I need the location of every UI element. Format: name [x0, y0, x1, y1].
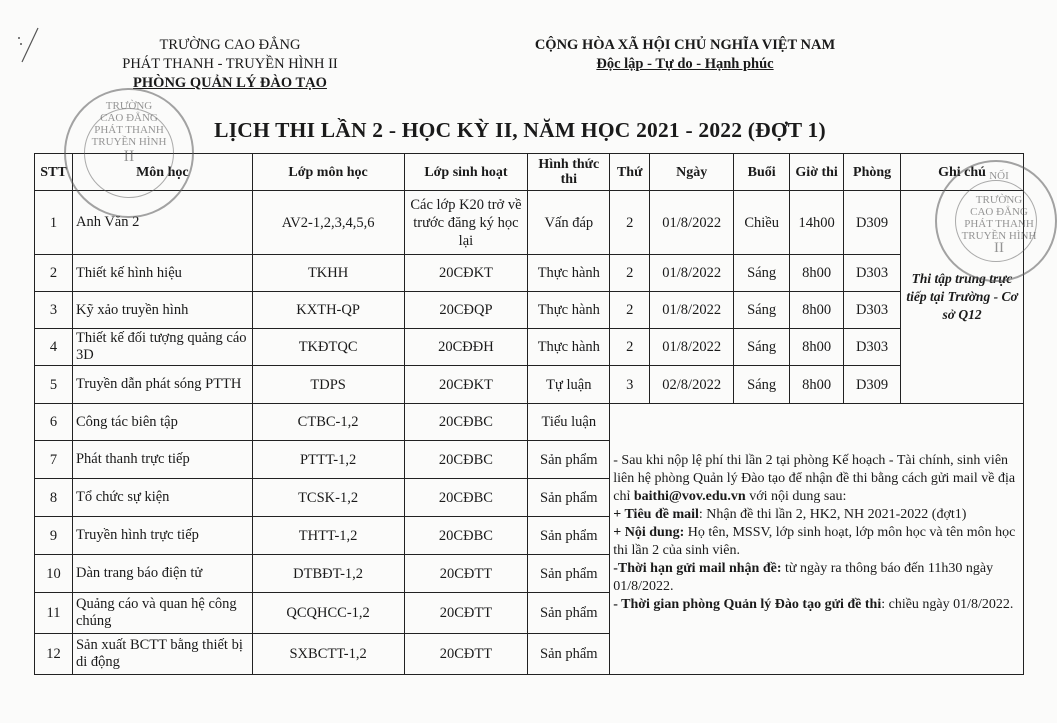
cell-subject: Truyền dẫn phát sóng PTTH: [72, 366, 252, 404]
cell-subject: Dàn trang báo điện tử: [72, 555, 252, 593]
cell-weekday: 3: [610, 366, 650, 404]
cell-class-code: TCSK-1,2: [252, 479, 404, 517]
cell-stt: 8: [35, 479, 73, 517]
seal-line: PHÁT THANH: [964, 218, 1034, 230]
col-header: STT: [35, 154, 73, 191]
seal-line: TRƯỜNG: [105, 100, 153, 112]
cell-stt: 3: [35, 292, 73, 329]
cell-stt: 4: [35, 329, 73, 366]
cell-weekday: 2: [610, 292, 650, 329]
subject-value: : Nhận đề thi lần 2, HK2, NH 2021-2022 (đợt1): [698, 507, 967, 522]
school-line1: TRƯỜNG CAO ĐẲNG: [159, 37, 301, 53]
seal-line: II: [123, 148, 135, 165]
cell-class-code: CTBC-1,2: [252, 404, 404, 441]
cell-class-code: TDPS: [252, 366, 404, 404]
cell-date: 01/8/2022: [650, 329, 734, 366]
table-row: [35, 404, 1024, 441]
cell-stt: 2: [35, 255, 73, 292]
col-header: Lớp sinh hoạt: [404, 154, 528, 191]
cell-format: Thực hành: [528, 255, 610, 292]
cell-subject: Thiết kế đối tượng quảng cáo 3D: [72, 329, 252, 366]
cell-session: Sáng: [734, 329, 790, 366]
col-header: Thứ: [610, 154, 650, 191]
cell-homeroom: 20CĐTT: [404, 593, 528, 634]
cell-class-code: THTT-1,2: [252, 517, 404, 555]
cell-stt: 9: [35, 517, 73, 555]
cell-session: Sáng: [734, 292, 790, 329]
col-header: Phòng: [844, 154, 901, 191]
cell-date: 01/8/2022: [650, 255, 734, 292]
table-row: [35, 255, 1024, 292]
cell-room: D309: [844, 191, 901, 255]
cell-format: Sản phẩm: [528, 441, 610, 479]
department: PHÒNG QUẢN LÝ ĐÀO TẠO: [133, 75, 327, 91]
seal-line: CAO ĐẲNG: [970, 206, 1028, 218]
cell-time: 8h00: [790, 329, 844, 366]
cell-weekday: 2: [610, 329, 650, 366]
col-header: Hình thức thi: [528, 154, 610, 191]
cell-homeroom: 20CĐBC: [404, 517, 528, 555]
cell-format: Thực hành: [528, 329, 610, 366]
cell-homeroom: 20CĐBC: [404, 479, 528, 517]
cell-stt: 5: [35, 366, 73, 404]
cell-format: Thực hành: [528, 292, 610, 329]
col-header: Môn học: [72, 154, 252, 191]
cell-subject: Kỹ xảo truyền hình: [72, 292, 252, 329]
col-header: Lớp môn học: [252, 154, 404, 191]
cell-room: D303: [844, 292, 901, 329]
content-value: Họ tên, MSSV, lớp sinh hoạt, lớp môn học và tên môn học thi lần 2 của sinh viên.: [613, 525, 1016, 558]
cell-date: 02/8/2022: [650, 366, 734, 404]
seal-line: TRUYỀN HÌNH: [961, 230, 1037, 242]
subject-label: + Tiêu đề mail: [613, 507, 699, 522]
cell-homeroom: 20CĐQP: [404, 292, 528, 329]
cell-time: 14h00: [790, 191, 844, 255]
col-header: Giờ thi: [790, 154, 844, 191]
cell-class-code: QCQHCC-1,2: [252, 593, 404, 634]
cell-homeroom: 20CĐBC: [404, 441, 528, 479]
cell-subject: Quảng cáo và quan hệ công chúng: [72, 593, 252, 634]
cell-format: Sản phẩm: [528, 479, 610, 517]
cell-format: Sản phẩm: [528, 517, 610, 555]
cell-homeroom: 20CĐKT: [404, 366, 528, 404]
cell-session: Sáng: [734, 366, 790, 404]
col-header: Buổi: [734, 154, 790, 191]
seal-line: NỐI: [989, 170, 1009, 182]
cell-room: D303: [844, 329, 901, 366]
cell-date: 01/8/2022: [650, 191, 734, 255]
table-row: [35, 191, 1024, 255]
cell-weekday: 2: [610, 255, 650, 292]
national-motto: Độc lập - Tự do - Hạnh phúc: [596, 56, 774, 72]
cell-format: Sản phẩm: [528, 593, 610, 634]
deadline-label: -Thời hạn gửi mail nhận đề:: [613, 561, 782, 576]
note-intro: - Sau khi nộp lệ phí thi lần 2 tại phòng Kế hoạch - Tài chính, sinh viên liên hệ phòng Quản lý Đào tạo để nhận đề thi bằng cách gửi mail về địa chỉ: [613, 453, 1016, 504]
national-header: [505, 36, 865, 74]
send-label: - Thời gian phòng Quản lý Đào tạo gửi đề thi: [613, 597, 882, 612]
col-header: Ngày: [650, 154, 734, 191]
content-label: + Nội dung:: [613, 525, 685, 540]
cell-class-code: TKĐTQC: [252, 329, 404, 366]
cell-subject: Công tác biên tập: [72, 404, 252, 441]
table-row: [35, 329, 1024, 366]
cell-format: Tự luận: [528, 366, 610, 404]
cell-format: Tiểu luận: [528, 404, 610, 441]
col-header: Ghi chú: [901, 154, 1024, 191]
cell-class-code: AV2-1,2,3,4,5,6: [252, 191, 404, 255]
contact-email: baithi@vov.edu.vn: [633, 489, 746, 504]
cell-subject: Truyền hình trực tiếp: [72, 517, 252, 555]
cell-time: 8h00: [790, 255, 844, 292]
cell-stt: 11: [35, 593, 73, 634]
cell-homeroom: 20CĐKT: [404, 255, 528, 292]
cell-time: 8h00: [790, 366, 844, 404]
deadline-value: từ ngày ra thông báo đến 11h30 ngày 01/8/2022.: [613, 561, 994, 594]
issuer-header: [80, 36, 380, 93]
cell-homeroom: 20CĐTT: [404, 555, 528, 593]
cell-format: Sản phẩm: [528, 555, 610, 593]
cell-weekday: 2: [610, 191, 650, 255]
cell-subject: Phát thanh trực tiếp: [72, 441, 252, 479]
cell-stt: 6: [35, 404, 73, 441]
cell-session: Sáng: [734, 255, 790, 292]
cell-room: D309: [844, 366, 901, 404]
cell-date: 01/8/2022: [650, 292, 734, 329]
cell-class-code: SXBCTT-1,2: [252, 634, 404, 675]
cell-time: 8h00: [790, 292, 844, 329]
send-value: : chiều ngày 01/8/2022.: [881, 597, 1014, 612]
school-line2: PHÁT THANH - TRUYỀN HÌNH II: [122, 56, 338, 72]
cell-class-code: TKHH: [252, 255, 404, 292]
cell-homeroom: 20CĐTT: [404, 634, 528, 675]
cell-class-code: KXTH-QP: [252, 292, 404, 329]
country-name: CỘNG HÒA XÃ HỘI CHỦ NGHĨA VIỆT NAM: [534, 37, 836, 53]
cell-format: Vấn đáp: [528, 191, 610, 255]
table-row: [35, 292, 1024, 329]
cell-stt: 7: [35, 441, 73, 479]
cell-stt: 10: [35, 555, 73, 593]
cell-class-code: PTTT-1,2: [252, 441, 404, 479]
table-row: [35, 366, 1024, 404]
cell-room: D303: [844, 255, 901, 292]
cell-session: Chiều: [734, 191, 790, 255]
seal-line: CAO ĐẲNG: [100, 112, 158, 124]
seal-line: II: [994, 240, 1004, 256]
cell-homeroom: 20CĐBC: [404, 404, 528, 441]
cell-stt: 1: [35, 191, 73, 255]
note-intro-end: với nội dung sau:: [745, 489, 847, 504]
cell-format: Sản phẩm: [528, 634, 610, 675]
seal-line: TRUYỀN HÌNH: [91, 136, 167, 148]
cell-stt: 12: [35, 634, 73, 675]
cell-homeroom: 20CĐĐH: [404, 329, 528, 366]
cell-class-code: DTBĐT-1,2: [252, 555, 404, 593]
cell-subject: Tổ chức sự kiện: [72, 479, 252, 517]
cell-subject: Thiết kế hình hiệu: [72, 255, 252, 292]
note-onsite: [901, 191, 1024, 404]
note-onsite-text: Thi tập trung trực tiếp tại Trường - Cơ sở Q12: [906, 271, 1018, 322]
page-title: LỊCH THI LẦN 2 - HỌC KỲ II, NĂM HỌC 2021 - 2022 (ĐỢT 1): [214, 118, 826, 142]
seal-line: PHÁT THANH: [94, 124, 164, 136]
cell-subject: Anh Văn 2: [72, 191, 252, 255]
pen-mark: [16, 20, 46, 70]
table-header-row: [35, 154, 1024, 191]
note-online: [610, 404, 1024, 675]
seal-line: TRƯỜNG: [975, 194, 1023, 206]
exam-schedule-table: [34, 153, 1024, 675]
cell-subject: Sản xuất BCTT bằng thiết bị di động: [72, 634, 252, 675]
cell-homeroom: Các lớp K20 trở về trước đăng ký học lại: [404, 191, 528, 255]
